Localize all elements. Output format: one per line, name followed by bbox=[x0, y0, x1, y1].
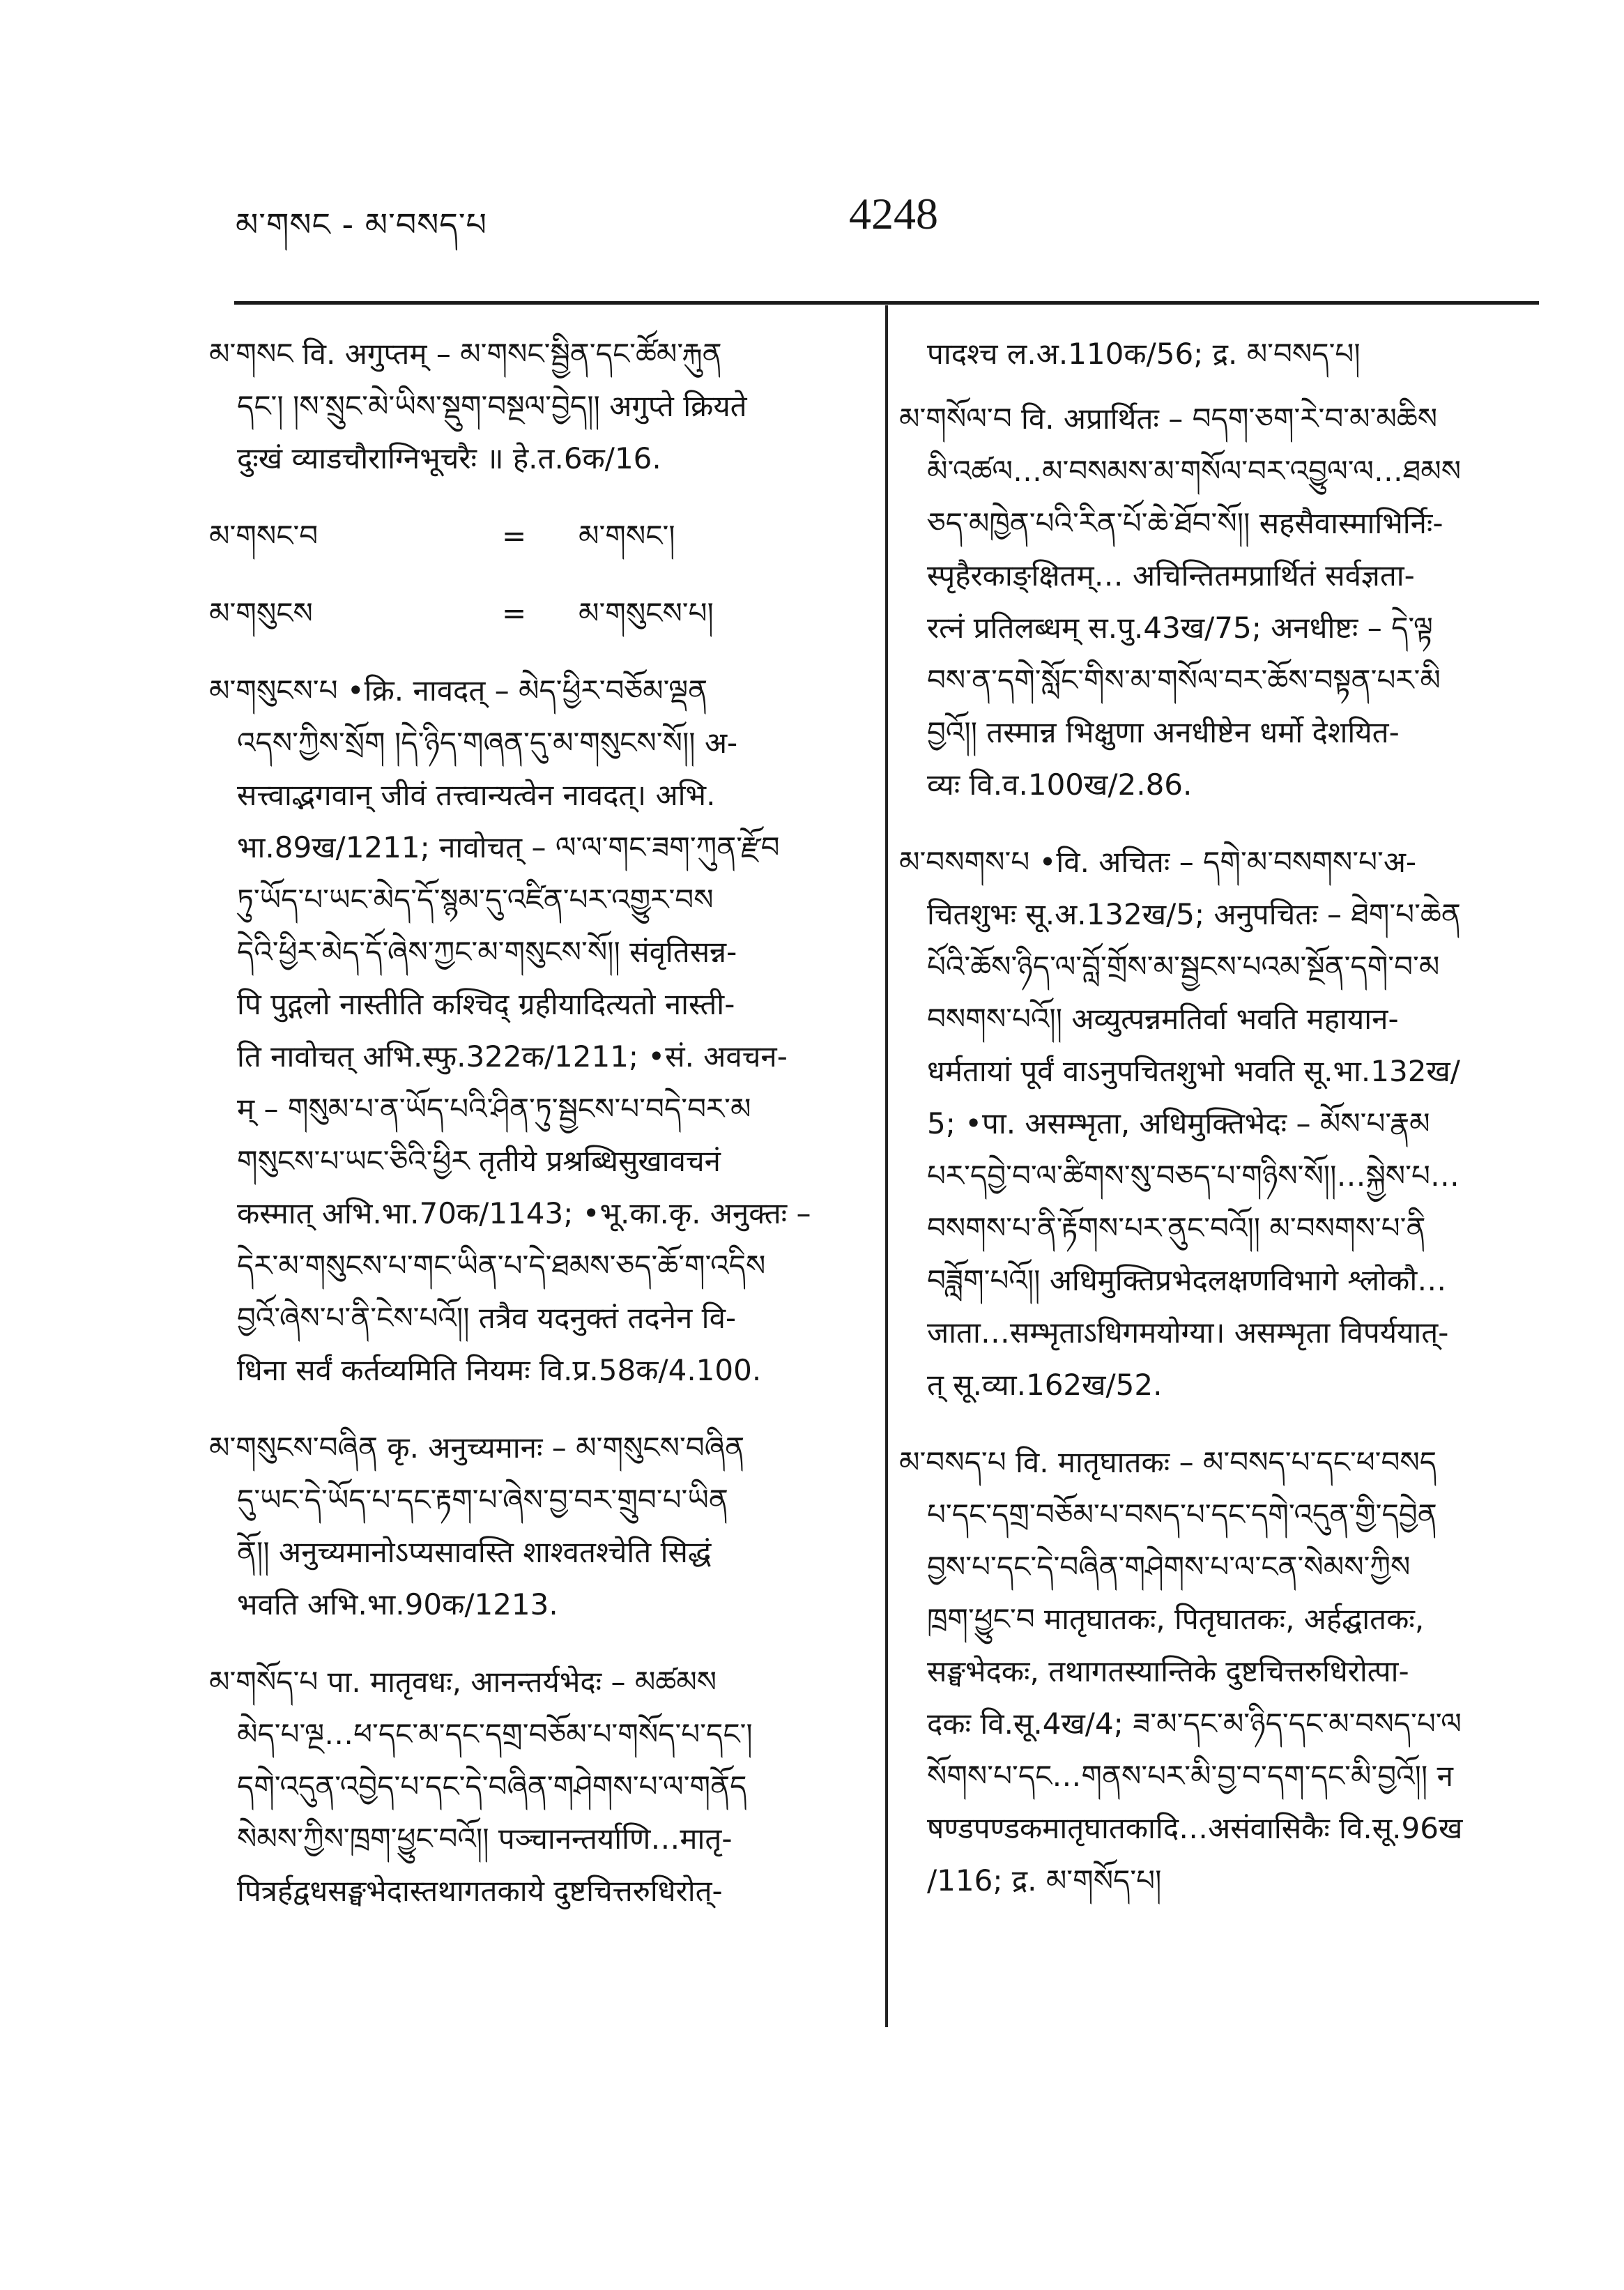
entry-text-line: པོའི་ཆོས་ཉིད་ལ་བློ་གྲོས་མ་སྦྱངས་པའམ་སྔོན་དགེ་བ་མ bbox=[927, 949, 1440, 984]
entry-text-line: पादश्च ल.अ.110क/56; द्र. མ་བསད་པ། bbox=[927, 337, 1361, 371]
entry-separator bbox=[209, 1396, 864, 1421]
entry-text-line: चितशुभः सू.अ.132ख/5; अनुपचितः – ཐེག་པ་ཆེན bbox=[927, 897, 1461, 931]
entry-text-line: म् – གསུམ་པ་ན་ཡོད་པའི་ཤིན་ཏུ་སྦྱངས་པ་བདེ་བར་མ bbox=[237, 1092, 751, 1126]
entry-text-line: ནོ།། अनुच्यमानोऽप्यसावस्ति शाश्वतश्चेति सिद्धं bbox=[237, 1535, 712, 1569]
cross-reference-row bbox=[209, 587, 864, 639]
entry-text-line: སོགས་པ་དང…གནས་པར་མི་བྱ་བ་དག་དང་མི་བྱའོ།། न bbox=[927, 1759, 1453, 1793]
entry-text-line: 5; •पा. असम्भृता, अधिमुक्तिभेदः – མོས་པ་རྣམ bbox=[927, 1106, 1430, 1140]
entry-text-line: དང་། །ས་སྲུང་མེ་ཡིས་སྡུག་བསྔལ་བྱེད།། अगुप्ते क्रियते bbox=[237, 389, 747, 423]
entry-text-line: दकः वि.सू.4ख/4; ཟ་མ་དང་མ་ཉིད་དང་མ་བསད་པ་ལ bbox=[927, 1707, 1462, 1741]
entry-text-line: ཁྲག་ཕྱུང་བ मातृघातकः, पितृघातकः, अर्हद्घातकः, bbox=[927, 1602, 1425, 1636]
entry-text-line: रत्नं प्रतिलब्धम् स.पु.43ख/75; अनधीष्टः – དེ་ལྟ bbox=[927, 611, 1433, 645]
entry-text-line: མེད་པ་ལྔ…ཕ་དང་མ་དང་དགྲ་བཅོམ་པ་གསོད་པ་དང་། bbox=[237, 1717, 753, 1751]
entry-text-line: सङ्घभेदकः, तथागतस्यान्तिके दुष्टचित्तरुधिरोत्पा- bbox=[927, 1654, 1409, 1688]
cross-reference-row bbox=[209, 510, 864, 562]
left-column bbox=[209, 328, 864, 1917]
entry-text-line: ཅད་མཁྱེན་པའི་རིན་པོ་ཆེ་ཐོབ་སོ།། सहसैवास्माभिर्निः- bbox=[927, 506, 1443, 540]
entry-text-line: དུ་ཡང་དེ་ཡོད་པ་དང་རྟག་པ་ཞེས་བྱ་བར་གྲུབ་པ་ཡིན bbox=[237, 1483, 728, 1517]
equals-sign: = bbox=[502, 519, 527, 553]
entry-separator bbox=[899, 1411, 1539, 1436]
entry-text-line: षण्डपण्डकमातृघातकादि…असंवासिकैः वि.सू.96ख bbox=[927, 1811, 1463, 1845]
entry-text-line: པར་དབྱེ་བ་ལ་ཚིགས་སུ་བཅད་པ་གཉིས་སོ།།…སྐྱེས་པ… bbox=[927, 1159, 1460, 1193]
entry-separator bbox=[209, 639, 864, 664]
entry-text-line: བཟློག་པའོ།། अधिमुक्तिप्रभेदलक्षणविभागे श्लोकौ… bbox=[927, 1263, 1447, 1297]
entry-text-line: བས་ན་དགེ་སློང་གིས་མ་གསོལ་བར་ཆོས་བསྟན་པར་མི bbox=[927, 663, 1441, 697]
entry-text-line: दुःखं व्याडचौराग्निभूचरैः ॥ हे.त.6क/16. bbox=[237, 441, 661, 475]
entry-text-line: མི་འཚལ…མ་བསམས་མ་གསོལ་བར་འབྱུལ་ལ…ཐམས bbox=[927, 454, 1462, 488]
entry-headword-line: མ་གསང वि. अगुप्तम् – མ་གསང་སྦྱིན་དང་ཚོམ་རྐུན bbox=[209, 337, 722, 371]
entry-text-line: འདས་ཀྱིས་སྲོག །དེ་ཉིད་གཞན་དུ་མ་གསུངས་སོ།། अ- bbox=[237, 726, 738, 760]
entry-text-line: གསུངས་པ་ཡང་ཅིའི་ཕྱིར तृतीये प्रश्रब्धिसुखावचनं bbox=[237, 1144, 721, 1178]
entry-headword-line: མ་གསོད་པ पा. मातृवधः, आनन्तर्यभेदः – མཚམས bbox=[209, 1665, 717, 1699]
entry-separator bbox=[899, 380, 1539, 392]
header-rule bbox=[234, 301, 1539, 305]
entry-text-line: བྱའོ་ཞེས་པ་ནི་ངེས་པའོ།། तत्रैव यदनुक्तं तदनेन वि- bbox=[237, 1301, 737, 1335]
entry-text-line: भा.89ख/1211; नावोचत् – ལ་ལ་གང་ཟག་ཀུན་རྫོབ bbox=[237, 830, 780, 864]
column-divider bbox=[885, 305, 888, 2027]
entry-text-line: पि पुद्गलो नास्तीति कश्चिद् ग्रहीयादित्यतो नास्ती- bbox=[237, 987, 735, 1021]
entry-text-line: བྱས་པ་དང་དེ་བཞིན་གཤེགས་པ་ལ་ངན་སེམས་ཀྱིས bbox=[927, 1550, 1411, 1584]
referenced-headword: མ་གསུངས་པ། bbox=[579, 596, 714, 630]
entry-text-line: धर्मतायां पूर्वं वाऽनुपचितशुभो भवति सू.भा.132ख/ bbox=[927, 1054, 1460, 1088]
entry-text-line: བསགས་པའོ།། अव्युत्पन्नमतिर्वा भवति महायान- bbox=[927, 1002, 1399, 1036]
running-head: མ་གསང - མ་བསད་པ bbox=[236, 206, 488, 243]
entry-text-line: सत्त्वाद्भगवान् जीवं तत्त्वान्यत्वेन नावदत्। अभि. bbox=[237, 778, 716, 812]
entry-separator bbox=[899, 811, 1539, 836]
entry-separator bbox=[209, 484, 864, 510]
entry-separator bbox=[209, 1631, 864, 1656]
entry-headword-line: མ་གསོལ་བ वि. अप्रार्थितः – བདག་ཅག་རེ་བ་མ་མཆིས bbox=[899, 402, 1438, 436]
entry-headword-line: མ་བསགས་པ •वि. अचितः – དགེ་མ་བསགས་པ་अ- bbox=[899, 845, 1417, 879]
entry-headword-line: མ་བསད་པ वि. मातृघातकः – མ་བསད་པ་དང་ཕ་བསད bbox=[899, 1445, 1437, 1479]
equals-sign: = bbox=[502, 596, 527, 630]
entry-headword-line: མ་གསུངས་པ •क्रि. नावदत् – མེད་ཕྱིར་བཅོམ་ལྡན bbox=[209, 673, 708, 708]
entry-text-line: कस्मात् अभि.भा.70क/1143; •भू.का.कृ. अनुक्तः – bbox=[237, 1196, 811, 1230]
entry-separator bbox=[209, 562, 864, 587]
entry-headword-line: མ་གསུངས་བཞིན कृ. अनुच्यमानः – མ་གསུངས་བཞིན bbox=[209, 1430, 745, 1465]
right-column bbox=[899, 328, 1539, 1907]
entry-text-line: /116; द्र. མ་གསོད་པ། bbox=[927, 1863, 1162, 1898]
headword: མ་གསུངས bbox=[209, 596, 313, 630]
entry-text-line: त् सू.व्या.162ख/52. bbox=[927, 1368, 1163, 1402]
entry-text-line: བསགས་པ་ནི་རྟོགས་པར་ནུང་བའོ།། མ་བསགས་པ་ནི bbox=[927, 1211, 1426, 1245]
entry-text-line: ति नावोचत् अभि.स्फु.322क/1211; •सं. अवचन- bbox=[237, 1039, 788, 1074]
page-number: 4248 bbox=[849, 189, 938, 238]
entry-text-line: དེར་མ་གསུངས་པ་གང་ཡིན་པ་དེ་ཐམས་ཅད་ཆོ་ག་འདིས bbox=[237, 1249, 766, 1283]
entry-text-line: व्यः वि.व.100ख/2.86. bbox=[927, 768, 1193, 802]
entry-text-line: पित्रर्हद्वधसङ्घभेदास्तथागतकाये दुष्टचित्तरुधिरोत्- bbox=[237, 1874, 723, 1908]
entry-text-line: སེམས་ཀྱིས་ཁྲག་ཕྱུང་བའོ།། पञ्चानन्तर्याणि…मातृ- bbox=[237, 1822, 733, 1856]
entry-text-line: धिना सर्वं कर्तव्यमिति नियमः वि.प्र.58क/4.100. bbox=[237, 1353, 762, 1387]
headword: མ་གསང་བ bbox=[209, 519, 319, 553]
entry-text-line: བྱའོ།། तस्मान्न भिक्षुणा अनधीष्टेन धर्मो देशयित- bbox=[927, 715, 1400, 749]
entry-text-line: भवति अभि.भा.90क/1213. bbox=[237, 1587, 558, 1621]
entry-text-line: པ་དང་དགྲ་བཅོམ་པ་བསད་པ་དང་དགེ་འདུན་གྱི་དབྱེན bbox=[927, 1497, 1437, 1532]
entry-text-line: དེའི་ཕྱིར་མེད་དོ་ཞེས་ཀྱང་མ་གསུངས་སོ།། संवृतिसन्न- bbox=[237, 935, 737, 969]
entry-text-line: जाता…सम्भृताऽधिगमयोग्या। असम्भृता विपर्ययात्- bbox=[927, 1315, 1449, 1350]
entry-text-line: स्पृहैरकाङ्क्षितम्… अचिन्तितमप्रार्थितं सर्वज्ञता- bbox=[927, 558, 1415, 593]
entry-text-line: དགེ་འདུན་འབྱེད་པ་དང་དེ་བཞིན་གཤེགས་པ་ལ་གནོད bbox=[237, 1769, 747, 1803]
referenced-headword: མ་གསང་། bbox=[579, 519, 675, 553]
entry-text-line: ཏུ་ཡོད་པ་ཡང་མེད་དོ་སྙམ་དུ་འཛིན་པར་འགྱུར་བས bbox=[237, 883, 714, 917]
